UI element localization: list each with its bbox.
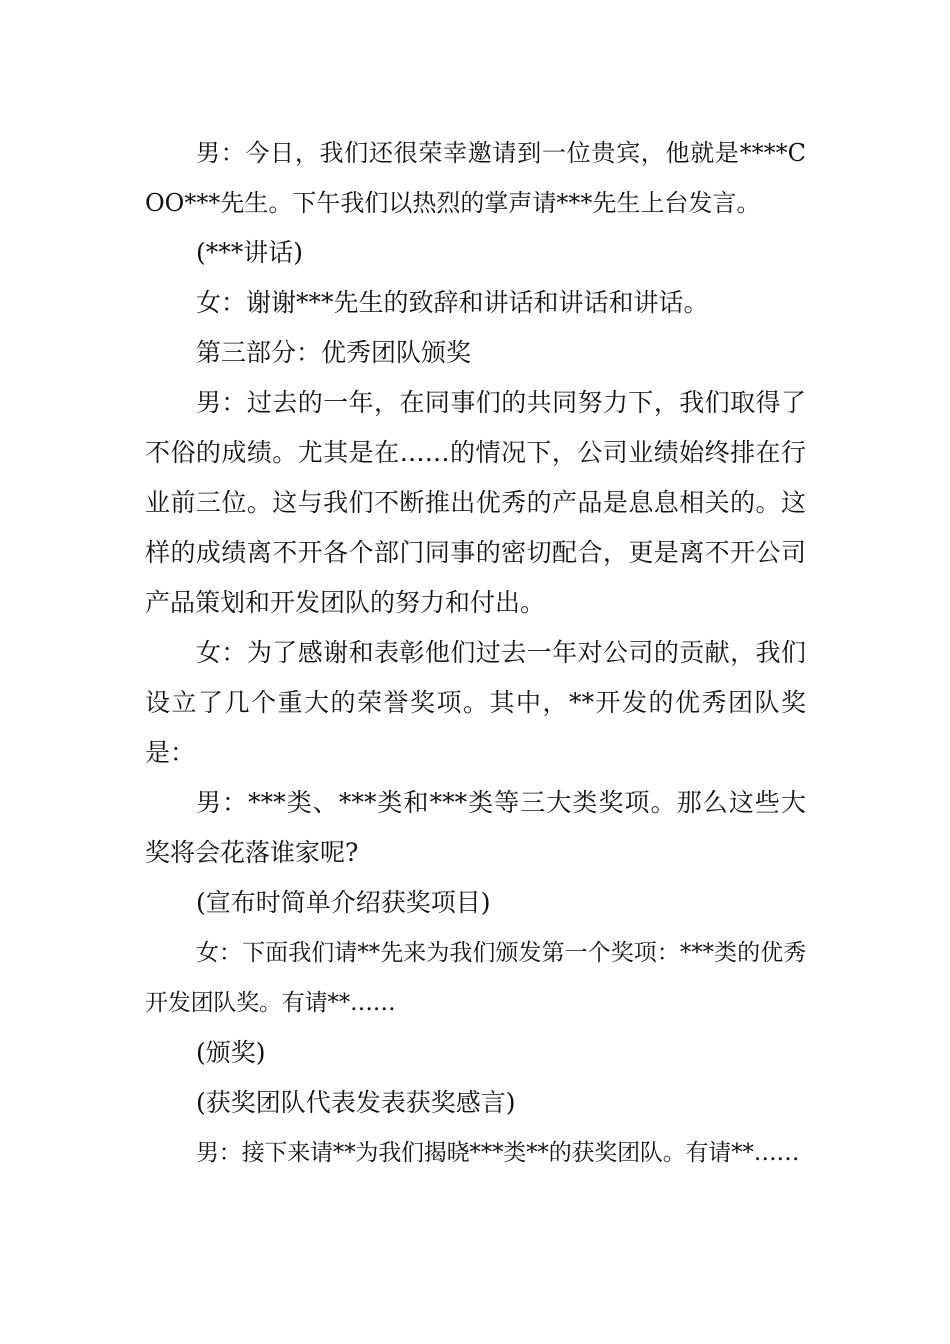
paragraph-achievements: 男：过去的一年，在同事们的共同努力下，我们取得了不俗的成绩。尤其是在……的情况下，公司业绩始终排在行业前三位。这与我们不断推出优秀的产品是息息相关的。这样的成绩离不开各个部门同事的密切配合，更是离不开公司产品策划和开发团队的努力和付出。: [145, 388, 806, 617]
paragraph-thanks: 女：谢谢***先生的致辞和讲话和讲话和讲话。: [196, 288, 709, 317]
paragraph-announce-note: (宣布时简单介绍获奖项目): [196, 888, 491, 917]
paragraph-next-award: 男：接下来请**为我们揭晓***类**的获奖团队。有请**……: [196, 1140, 800, 1166]
paragraph-speech-note: (***讲话): [196, 238, 304, 267]
paragraph-awards-intro: 女：为了感谢和表彰他们过去一年对公司的贡献，我们设立了几个重大的荣誉奖项。其中，**开发的优秀团队奖是：: [145, 638, 806, 767]
paragraph-first-award: 女：下面我们请**先来为我们颁发第一个奖项：***类的优秀开发团队奖。有请**……: [145, 940, 806, 1016]
paragraph-guest-intro: 男：今日，我们还很荣幸邀请到一位贵宾，他就是****COO***先生。下午我们以热烈的掌声请***先生上台发言。: [145, 139, 806, 217]
section-heading-part-three: 第三部分：优秀团队颁奖: [196, 338, 472, 367]
paragraph-award-categories: 男：***类、***类和***类等三大类奖项。那么这些大奖将会花落谁家呢?: [145, 788, 806, 867]
paragraph-acceptance-note: (获奖团队代表发表获奖感言): [196, 1088, 516, 1117]
paragraph-award-ceremony-note: (颁奖): [196, 1038, 266, 1067]
